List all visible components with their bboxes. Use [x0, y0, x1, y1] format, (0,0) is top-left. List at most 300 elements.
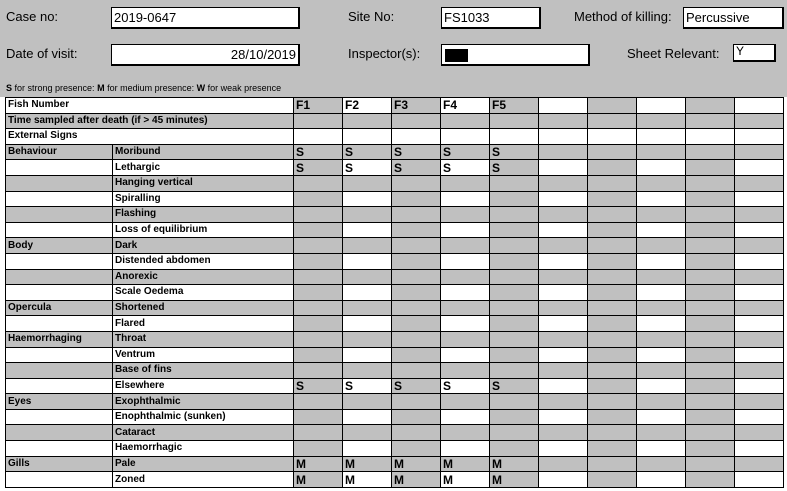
presence-cell[interactable]	[588, 425, 637, 441]
presence-cell[interactable]	[637, 425, 686, 441]
presence-cell[interactable]	[588, 363, 637, 379]
presence-cell[interactable]: M	[441, 456, 490, 472]
time-sampled-cell[interactable]	[490, 113, 539, 129]
presence-cell[interactable]	[343, 191, 392, 207]
presence-cell[interactable]	[539, 456, 588, 472]
presence-cell[interactable]	[539, 207, 588, 223]
presence-cell[interactable]	[392, 425, 441, 441]
presence-cell[interactable]	[490, 441, 539, 457]
presence-cell[interactable]	[490, 300, 539, 316]
presence-cell[interactable]	[686, 425, 735, 441]
presence-cell[interactable]	[686, 316, 735, 332]
presence-cell[interactable]	[686, 253, 735, 269]
presence-cell[interactable]	[441, 175, 490, 191]
category-label	[6, 425, 113, 441]
presence-cell[interactable]	[588, 441, 637, 457]
presence-cell[interactable]	[490, 285, 539, 301]
presence-cell[interactable]	[637, 160, 686, 176]
presence-cell[interactable]	[588, 222, 637, 238]
presence-cell[interactable]	[294, 207, 343, 223]
sign-row	[6, 160, 784, 176]
presence-cell[interactable]	[588, 207, 637, 223]
presence-cell[interactable]	[441, 222, 490, 238]
presence-cell[interactable]	[637, 191, 686, 207]
sign-row	[6, 253, 784, 269]
presence-cell[interactable]	[686, 347, 735, 363]
presence-cell[interactable]	[490, 238, 539, 254]
presence-cell[interactable]	[294, 425, 343, 441]
presence-cell[interactable]	[735, 363, 784, 379]
presence-cell[interactable]	[294, 409, 343, 425]
presence-cell[interactable]	[294, 441, 343, 457]
presence-cell[interactable]	[392, 394, 441, 410]
external-signs-cell[interactable]	[343, 129, 392, 145]
presence-cell[interactable]	[539, 285, 588, 301]
sign-row	[6, 425, 784, 441]
presence-cell[interactable]	[392, 409, 441, 425]
presence-cell[interactable]	[735, 207, 784, 223]
presence-cell[interactable]: S	[294, 160, 343, 176]
presence-cell[interactable]	[539, 175, 588, 191]
fish-id-cell[interactable]	[588, 98, 637, 114]
category-label	[6, 269, 113, 285]
presence-cell[interactable]	[441, 269, 490, 285]
presence-cell[interactable]	[686, 472, 735, 488]
presence-cell[interactable]	[539, 238, 588, 254]
presence-cell[interactable]	[539, 425, 588, 441]
presence-cell[interactable]	[343, 285, 392, 301]
case-no-field[interactable]: 2019-0647	[111, 7, 300, 29]
presence-cell[interactable]	[343, 394, 392, 410]
presence-cell[interactable]	[392, 300, 441, 316]
presence-cell[interactable]	[343, 175, 392, 191]
presence-cell[interactable]	[441, 207, 490, 223]
category-label	[6, 378, 113, 394]
presence-cell[interactable]	[539, 409, 588, 425]
time-sampled-cell[interactable]	[686, 113, 735, 129]
presence-cell[interactable]	[735, 191, 784, 207]
presence-cell[interactable]	[588, 347, 637, 363]
category-label	[6, 222, 113, 238]
presence-cell[interactable]	[588, 253, 637, 269]
presence-cell[interactable]	[588, 456, 637, 472]
presence-cell[interactable]	[735, 409, 784, 425]
presence-cell[interactable]	[441, 316, 490, 332]
presence-cell[interactable]	[637, 441, 686, 457]
presence-cell[interactable]	[392, 253, 441, 269]
presence-cell[interactable]	[735, 285, 784, 301]
sign-label: Throat	[113, 331, 294, 347]
presence-cell[interactable]	[686, 300, 735, 316]
presence-cell[interactable]	[686, 394, 735, 410]
presence-cell[interactable]	[294, 222, 343, 238]
sign-row	[6, 175, 784, 191]
category-label	[6, 441, 113, 457]
external-signs-cell[interactable]	[392, 129, 441, 145]
presence-cell[interactable]	[441, 191, 490, 207]
presence-cell[interactable]	[539, 191, 588, 207]
presence-cell[interactable]	[735, 269, 784, 285]
time-sampled-cell[interactable]	[637, 113, 686, 129]
presence-cell[interactable]	[735, 472, 784, 488]
category-label	[6, 207, 113, 223]
presence-cell[interactable]	[686, 285, 735, 301]
presence-cell[interactable]	[539, 394, 588, 410]
presence-cell[interactable]: M	[490, 456, 539, 472]
sign-row	[6, 363, 784, 379]
presence-cell[interactable]	[441, 441, 490, 457]
presence-cell[interactable]	[588, 238, 637, 254]
presence-cell[interactable]	[588, 269, 637, 285]
redaction-block	[445, 49, 468, 62]
external-signs-cell[interactable]	[686, 129, 735, 145]
external-signs-label: External Signs	[6, 129, 294, 145]
sign-row	[6, 456, 784, 472]
presence-cell[interactable]	[392, 363, 441, 379]
presence-cell[interactable]	[686, 222, 735, 238]
presence-cell[interactable]	[490, 363, 539, 379]
presence-cell[interactable]	[539, 472, 588, 488]
presence-cell[interactable]	[392, 207, 441, 223]
presence-cell[interactable]	[637, 207, 686, 223]
presence-cell[interactable]: M	[490, 472, 539, 488]
presence-cell[interactable]	[637, 253, 686, 269]
presence-cell[interactable]	[539, 222, 588, 238]
presence-cell[interactable]	[588, 316, 637, 332]
presence-cell[interactable]	[441, 363, 490, 379]
sign-row	[6, 347, 784, 363]
presence-cell[interactable]	[686, 144, 735, 160]
fish-id-cell[interactable]	[539, 98, 588, 114]
presence-cell[interactable]: S	[490, 160, 539, 176]
presence-cell[interactable]	[539, 300, 588, 316]
presence-cell[interactable]	[343, 300, 392, 316]
presence-cell[interactable]	[539, 144, 588, 160]
presence-cell[interactable]	[588, 175, 637, 191]
time-sampled-row	[6, 113, 784, 129]
presence-cell[interactable]	[735, 160, 784, 176]
presence-cell[interactable]	[637, 456, 686, 472]
presence-cell[interactable]	[294, 238, 343, 254]
presence-cell[interactable]	[441, 394, 490, 410]
presence-cell[interactable]	[637, 394, 686, 410]
category-label	[6, 175, 113, 191]
presence-cell[interactable]	[637, 331, 686, 347]
fish-id-cell[interactable]	[637, 98, 686, 114]
presence-cell[interactable]	[539, 160, 588, 176]
presence-cell[interactable]	[392, 175, 441, 191]
presence-cell[interactable]	[735, 175, 784, 191]
presence-cell[interactable]	[686, 441, 735, 457]
time-sampled-cell[interactable]	[343, 113, 392, 129]
presence-cell[interactable]	[490, 331, 539, 347]
presence-cell[interactable]	[637, 285, 686, 301]
presence-cell[interactable]	[686, 207, 735, 223]
time-sampled-cell[interactable]	[392, 113, 441, 129]
site-no-field[interactable]: FS1033	[441, 7, 541, 29]
external-signs-cell[interactable]	[735, 129, 784, 145]
header-panel	[0, 0, 787, 97]
presence-legend	[6, 83, 281, 94]
presence-cell[interactable]	[343, 347, 392, 363]
presence-cell[interactable]	[735, 394, 784, 410]
presence-cell[interactable]	[294, 316, 343, 332]
presence-cell[interactable]	[294, 394, 343, 410]
external-signs-cell[interactable]	[294, 129, 343, 145]
sign-label: Loss of equilibrium	[113, 222, 294, 238]
presence-cell[interactable]	[637, 316, 686, 332]
presence-cell[interactable]	[294, 363, 343, 379]
presence-cell[interactable]: S	[343, 160, 392, 176]
presence-cell[interactable]: S	[441, 378, 490, 394]
presence-cell[interactable]	[392, 191, 441, 207]
presence-cell[interactable]	[588, 409, 637, 425]
sign-label: Flared	[113, 316, 294, 332]
presence-cell[interactable]	[735, 144, 784, 160]
category-label: Gills	[6, 456, 113, 472]
presence-cell[interactable]	[441, 347, 490, 363]
presence-cell[interactable]: M	[343, 456, 392, 472]
presence-cell[interactable]	[343, 316, 392, 332]
case-no-label: Case no:	[6, 9, 59, 24]
external-signs-cell[interactable]	[539, 129, 588, 145]
presence-cell[interactable]: M	[294, 456, 343, 472]
presence-cell[interactable]	[490, 316, 539, 332]
presence-cell[interactable]: M	[343, 472, 392, 488]
sign-label: Shortened	[113, 300, 294, 316]
presence-cell[interactable]	[588, 378, 637, 394]
presence-cell[interactable]	[392, 285, 441, 301]
presence-cell[interactable]	[588, 285, 637, 301]
presence-cell[interactable]	[490, 425, 539, 441]
presence-cell[interactable]	[588, 144, 637, 160]
external-signs-cell[interactable]	[441, 129, 490, 145]
presence-cell[interactable]	[539, 331, 588, 347]
presence-cell[interactable]	[637, 222, 686, 238]
presence-cell[interactable]	[735, 253, 784, 269]
presence-cell[interactable]	[343, 331, 392, 347]
presence-cell[interactable]	[441, 409, 490, 425]
method-of-killing-field[interactable]: Percussive	[683, 7, 784, 29]
presence-cell[interactable]	[539, 347, 588, 363]
presence-cell[interactable]	[637, 175, 686, 191]
presence-cell[interactable]	[539, 269, 588, 285]
presence-cell[interactable]	[686, 160, 735, 176]
sign-label: Distended abdomen	[113, 253, 294, 269]
presence-cell[interactable]	[392, 316, 441, 332]
fish-id-cell[interactable]: F3	[392, 98, 441, 114]
sign-label: Spiralling	[113, 191, 294, 207]
presence-cell[interactable]	[686, 269, 735, 285]
presence-cell[interactable]	[539, 316, 588, 332]
presence-cell[interactable]	[735, 331, 784, 347]
presence-cell[interactable]	[637, 472, 686, 488]
presence-cell[interactable]: S	[343, 144, 392, 160]
presence-cell[interactable]	[588, 191, 637, 207]
presence-cell[interactable]	[343, 269, 392, 285]
presence-cell[interactable]	[490, 175, 539, 191]
presence-cell[interactable]	[294, 347, 343, 363]
presence-cell[interactable]	[441, 238, 490, 254]
legend-w-text: for weak presence	[205, 83, 282, 93]
presence-cell[interactable]	[539, 378, 588, 394]
category-label	[6, 363, 113, 379]
presence-cell[interactable]	[588, 472, 637, 488]
presence-cell[interactable]	[735, 347, 784, 363]
presence-cell[interactable]	[392, 238, 441, 254]
presence-cell[interactable]	[441, 425, 490, 441]
presence-cell[interactable]	[441, 285, 490, 301]
presence-cell[interactable]	[686, 175, 735, 191]
fish-id-cell[interactable]: F4	[441, 98, 490, 114]
presence-cell[interactable]	[735, 222, 784, 238]
presence-cell[interactable]	[539, 253, 588, 269]
presence-cell[interactable]	[686, 378, 735, 394]
sign-row	[6, 144, 784, 160]
presence-cell[interactable]	[588, 160, 637, 176]
presence-cell[interactable]: M	[392, 456, 441, 472]
presence-cell[interactable]: S	[392, 144, 441, 160]
presence-cell[interactable]	[441, 253, 490, 269]
fish-id-cell[interactable]	[686, 98, 735, 114]
presence-cell[interactable]	[637, 378, 686, 394]
sign-label: Zoned	[113, 472, 294, 488]
sign-row	[6, 238, 784, 254]
date-of-visit-field[interactable]: 28/10/2019	[111, 44, 300, 66]
presence-cell[interactable]	[637, 409, 686, 425]
presence-cell[interactable]	[490, 347, 539, 363]
presence-cell[interactable]	[686, 409, 735, 425]
presence-cell[interactable]	[294, 331, 343, 347]
presence-cell[interactable]	[392, 347, 441, 363]
sign-row	[6, 378, 784, 394]
presence-cell[interactable]	[343, 425, 392, 441]
presence-cell[interactable]	[637, 363, 686, 379]
presence-cell[interactable]: S	[392, 160, 441, 176]
fish-id-cell[interactable]: F1	[294, 98, 343, 114]
external-signs-cell[interactable]	[588, 129, 637, 145]
presence-cell[interactable]	[343, 222, 392, 238]
sign-row	[6, 441, 784, 457]
sheet-relevant-field[interactable]: Y	[733, 44, 776, 62]
presence-cell[interactable]	[735, 300, 784, 316]
sign-row	[6, 300, 784, 316]
presence-cell[interactable]	[686, 191, 735, 207]
presence-cell[interactable]	[735, 425, 784, 441]
presence-cell[interactable]	[392, 222, 441, 238]
presence-cell[interactable]	[343, 207, 392, 223]
presence-cell[interactable]	[441, 300, 490, 316]
presence-cell[interactable]	[392, 269, 441, 285]
presence-cell[interactable]	[686, 363, 735, 379]
time-sampled-cell[interactable]	[441, 113, 490, 129]
presence-cell[interactable]	[490, 207, 539, 223]
presence-cell[interactable]	[637, 300, 686, 316]
presence-cell[interactable]	[343, 238, 392, 254]
presence-cell[interactable]: M	[392, 472, 441, 488]
sign-label: Anorexic	[113, 269, 294, 285]
sign-row	[6, 409, 784, 425]
presence-cell[interactable]	[490, 394, 539, 410]
presence-cell[interactable]	[294, 285, 343, 301]
presence-cell[interactable]	[294, 253, 343, 269]
sign-label: Base of fins	[113, 363, 294, 379]
presence-cell[interactable]	[392, 441, 441, 457]
presence-cell[interactable]	[735, 238, 784, 254]
legend-w-key: W	[196, 83, 206, 93]
presence-cell[interactable]: M	[441, 472, 490, 488]
presence-cell[interactable]	[490, 253, 539, 269]
presence-cell[interactable]	[343, 409, 392, 425]
presence-cell[interactable]	[343, 253, 392, 269]
presence-cell[interactable]	[735, 441, 784, 457]
presence-cell[interactable]	[588, 394, 637, 410]
presence-cell[interactable]	[588, 331, 637, 347]
presence-cell[interactable]: S	[490, 144, 539, 160]
presence-cell[interactable]	[539, 363, 588, 379]
external-signs-cell[interactable]	[637, 129, 686, 145]
sign-row	[6, 316, 784, 332]
fish-id-cell[interactable]: F2	[343, 98, 392, 114]
presence-cell[interactable]	[490, 222, 539, 238]
presence-cell[interactable]: S	[294, 144, 343, 160]
time-sampled-cell[interactable]	[588, 113, 637, 129]
presence-cell[interactable]	[637, 144, 686, 160]
presence-cell[interactable]	[343, 441, 392, 457]
sign-label: Haemorrhagic	[113, 441, 294, 457]
presence-cell[interactable]	[588, 300, 637, 316]
presence-cell[interactable]: S	[392, 378, 441, 394]
time-sampled-cell[interactable]	[294, 113, 343, 129]
presence-cell[interactable]: S	[441, 160, 490, 176]
presence-cell[interactable]	[490, 269, 539, 285]
time-sampled-cell[interactable]	[539, 113, 588, 129]
presence-cell[interactable]	[294, 191, 343, 207]
presence-cell[interactable]	[735, 456, 784, 472]
external-signs-cell[interactable]	[490, 129, 539, 145]
inspector-field[interactable]	[441, 44, 590, 66]
presence-cell[interactable]	[490, 409, 539, 425]
presence-cell[interactable]	[686, 331, 735, 347]
presence-cell[interactable]	[686, 238, 735, 254]
presence-cell[interactable]	[490, 191, 539, 207]
presence-cell[interactable]	[686, 456, 735, 472]
presence-cell[interactable]: M	[294, 472, 343, 488]
time-sampled-cell[interactable]	[735, 113, 784, 129]
presence-cell[interactable]	[637, 269, 686, 285]
presence-cell[interactable]	[392, 331, 441, 347]
presence-cell[interactable]: S	[294, 378, 343, 394]
presence-cell[interactable]	[735, 378, 784, 394]
sign-label: Cataract	[113, 425, 294, 441]
sign-label: Exophthalmic	[113, 394, 294, 410]
presence-cell[interactable]	[539, 441, 588, 457]
presence-cell[interactable]	[637, 347, 686, 363]
presence-cell[interactable]: S	[343, 378, 392, 394]
presence-cell[interactable]	[735, 316, 784, 332]
fish-id-cell[interactable]: F5	[490, 98, 539, 114]
fish-number-label: Fish Number	[6, 98, 294, 114]
presence-cell[interactable]	[637, 238, 686, 254]
presence-cell[interactable]	[343, 363, 392, 379]
fish-id-cell[interactable]	[735, 98, 784, 114]
presence-cell[interactable]	[294, 175, 343, 191]
presence-cell[interactable]: S	[490, 378, 539, 394]
presence-cell[interactable]	[441, 331, 490, 347]
presence-cell[interactable]	[294, 269, 343, 285]
presence-cell[interactable]: S	[441, 144, 490, 160]
presence-cell[interactable]	[294, 300, 343, 316]
